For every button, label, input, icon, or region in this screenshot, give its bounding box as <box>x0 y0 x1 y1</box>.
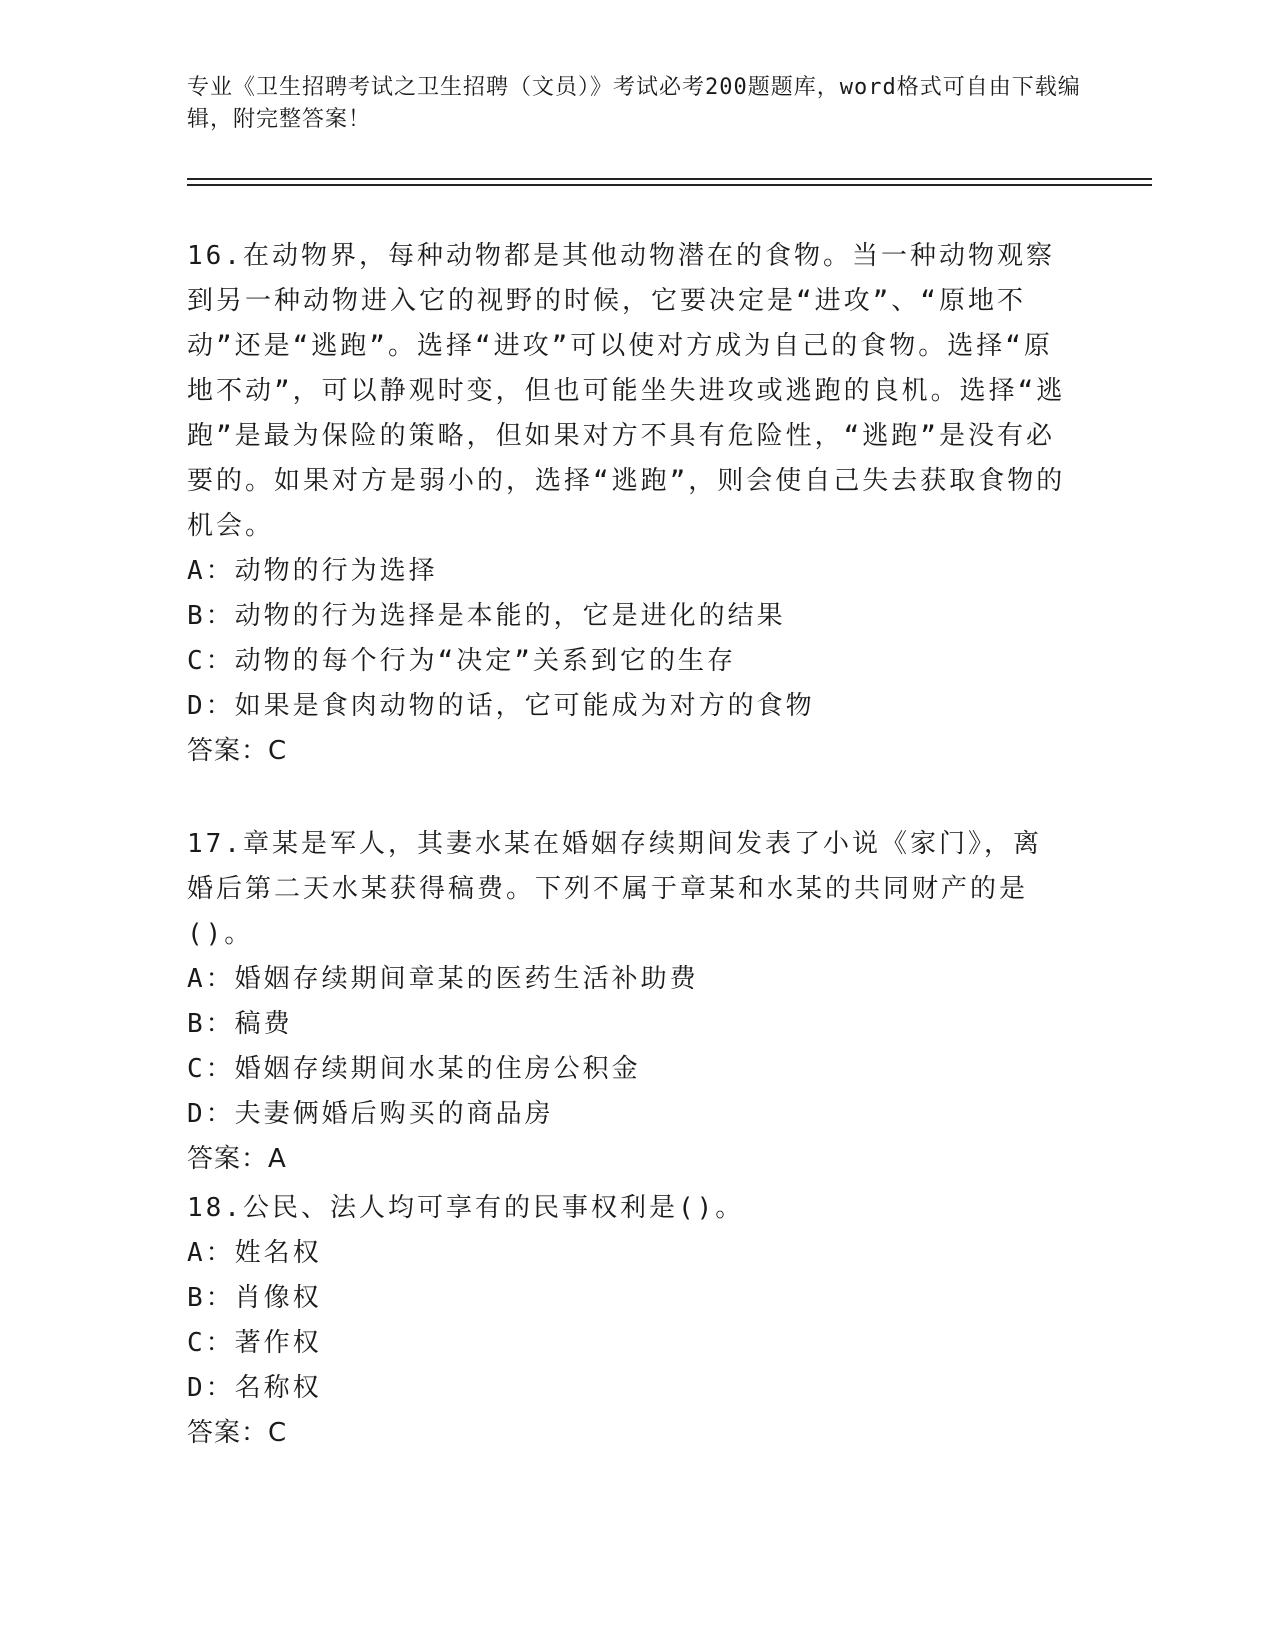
option-a: A：姓名权 <box>187 1238 322 1268</box>
answer-line: 答案：A <box>187 1144 287 1174</box>
option-d: D：如果是食肉动物的话，它可能成为对方的食物 <box>187 691 815 721</box>
option-c: C：动物的每个行为“决定”关系到它的生存 <box>187 646 736 676</box>
answer-line: 答案：C <box>187 1418 288 1448</box>
answer-line: 答案：C <box>187 736 288 766</box>
option-d: D：名称权 <box>187 1373 322 1403</box>
header-rule-bottom <box>187 184 1152 186</box>
option-a: A：婚姻存续期间章某的医药生活补助费 <box>187 964 699 994</box>
question-16 <box>187 234 1067 774</box>
header-rule-top <box>187 178 1152 180</box>
option-b: B：动物的行为选择是本能的，它是进化的结果 <box>187 601 786 631</box>
question-stem: 17.章某是军人，其妻水某在婚姻存续期间发表了小说《家门》，离婚后第二天水某获得稿费。下列不属于章某和水某的共同财产的是()。 <box>187 829 1042 949</box>
document-header: 专业《卫生招聘考试之卫生招聘（文员）》考试必考200题题库，word格式可自由下载编辑，附完整答案！ <box>187 75 1081 132</box>
option-d: D：夫妻俩婚后购买的商品房 <box>187 1099 554 1129</box>
option-a: A：动物的行为选择 <box>187 556 438 586</box>
question-stem: 18.公民、法人均可享有的民事权利是()。 <box>187 1193 745 1223</box>
question-17 <box>187 822 1067 1182</box>
question-18 <box>187 1186 1067 1456</box>
option-c: C：著作权 <box>187 1328 322 1358</box>
option-c: C：婚姻存续期间水某的住房公积金 <box>187 1054 641 1084</box>
question-stem: 16.在动物界，每种动物都是其他动物潜在的食物。当一种动物观察到另一种动物进入它的视野的时候，它要决定是“进攻”、“原地不动”还是“逃跑”。选择“进攻”可以使对方成为自己的食物。选择“原地不动”，可以静观时变，但也可能坐失进攻或逃跑的良机。选择“逃跑”是最为保险的策略，但如果对方不具有危险性，“逃跑”是没有必要的。如果对方是弱小的，选择“逃跑”，则会使自己失去获取食物的机会。 <box>187 241 1066 541</box>
option-b: B：肖像权 <box>187 1283 322 1313</box>
option-b: B：稿费 <box>187 1009 293 1039</box>
